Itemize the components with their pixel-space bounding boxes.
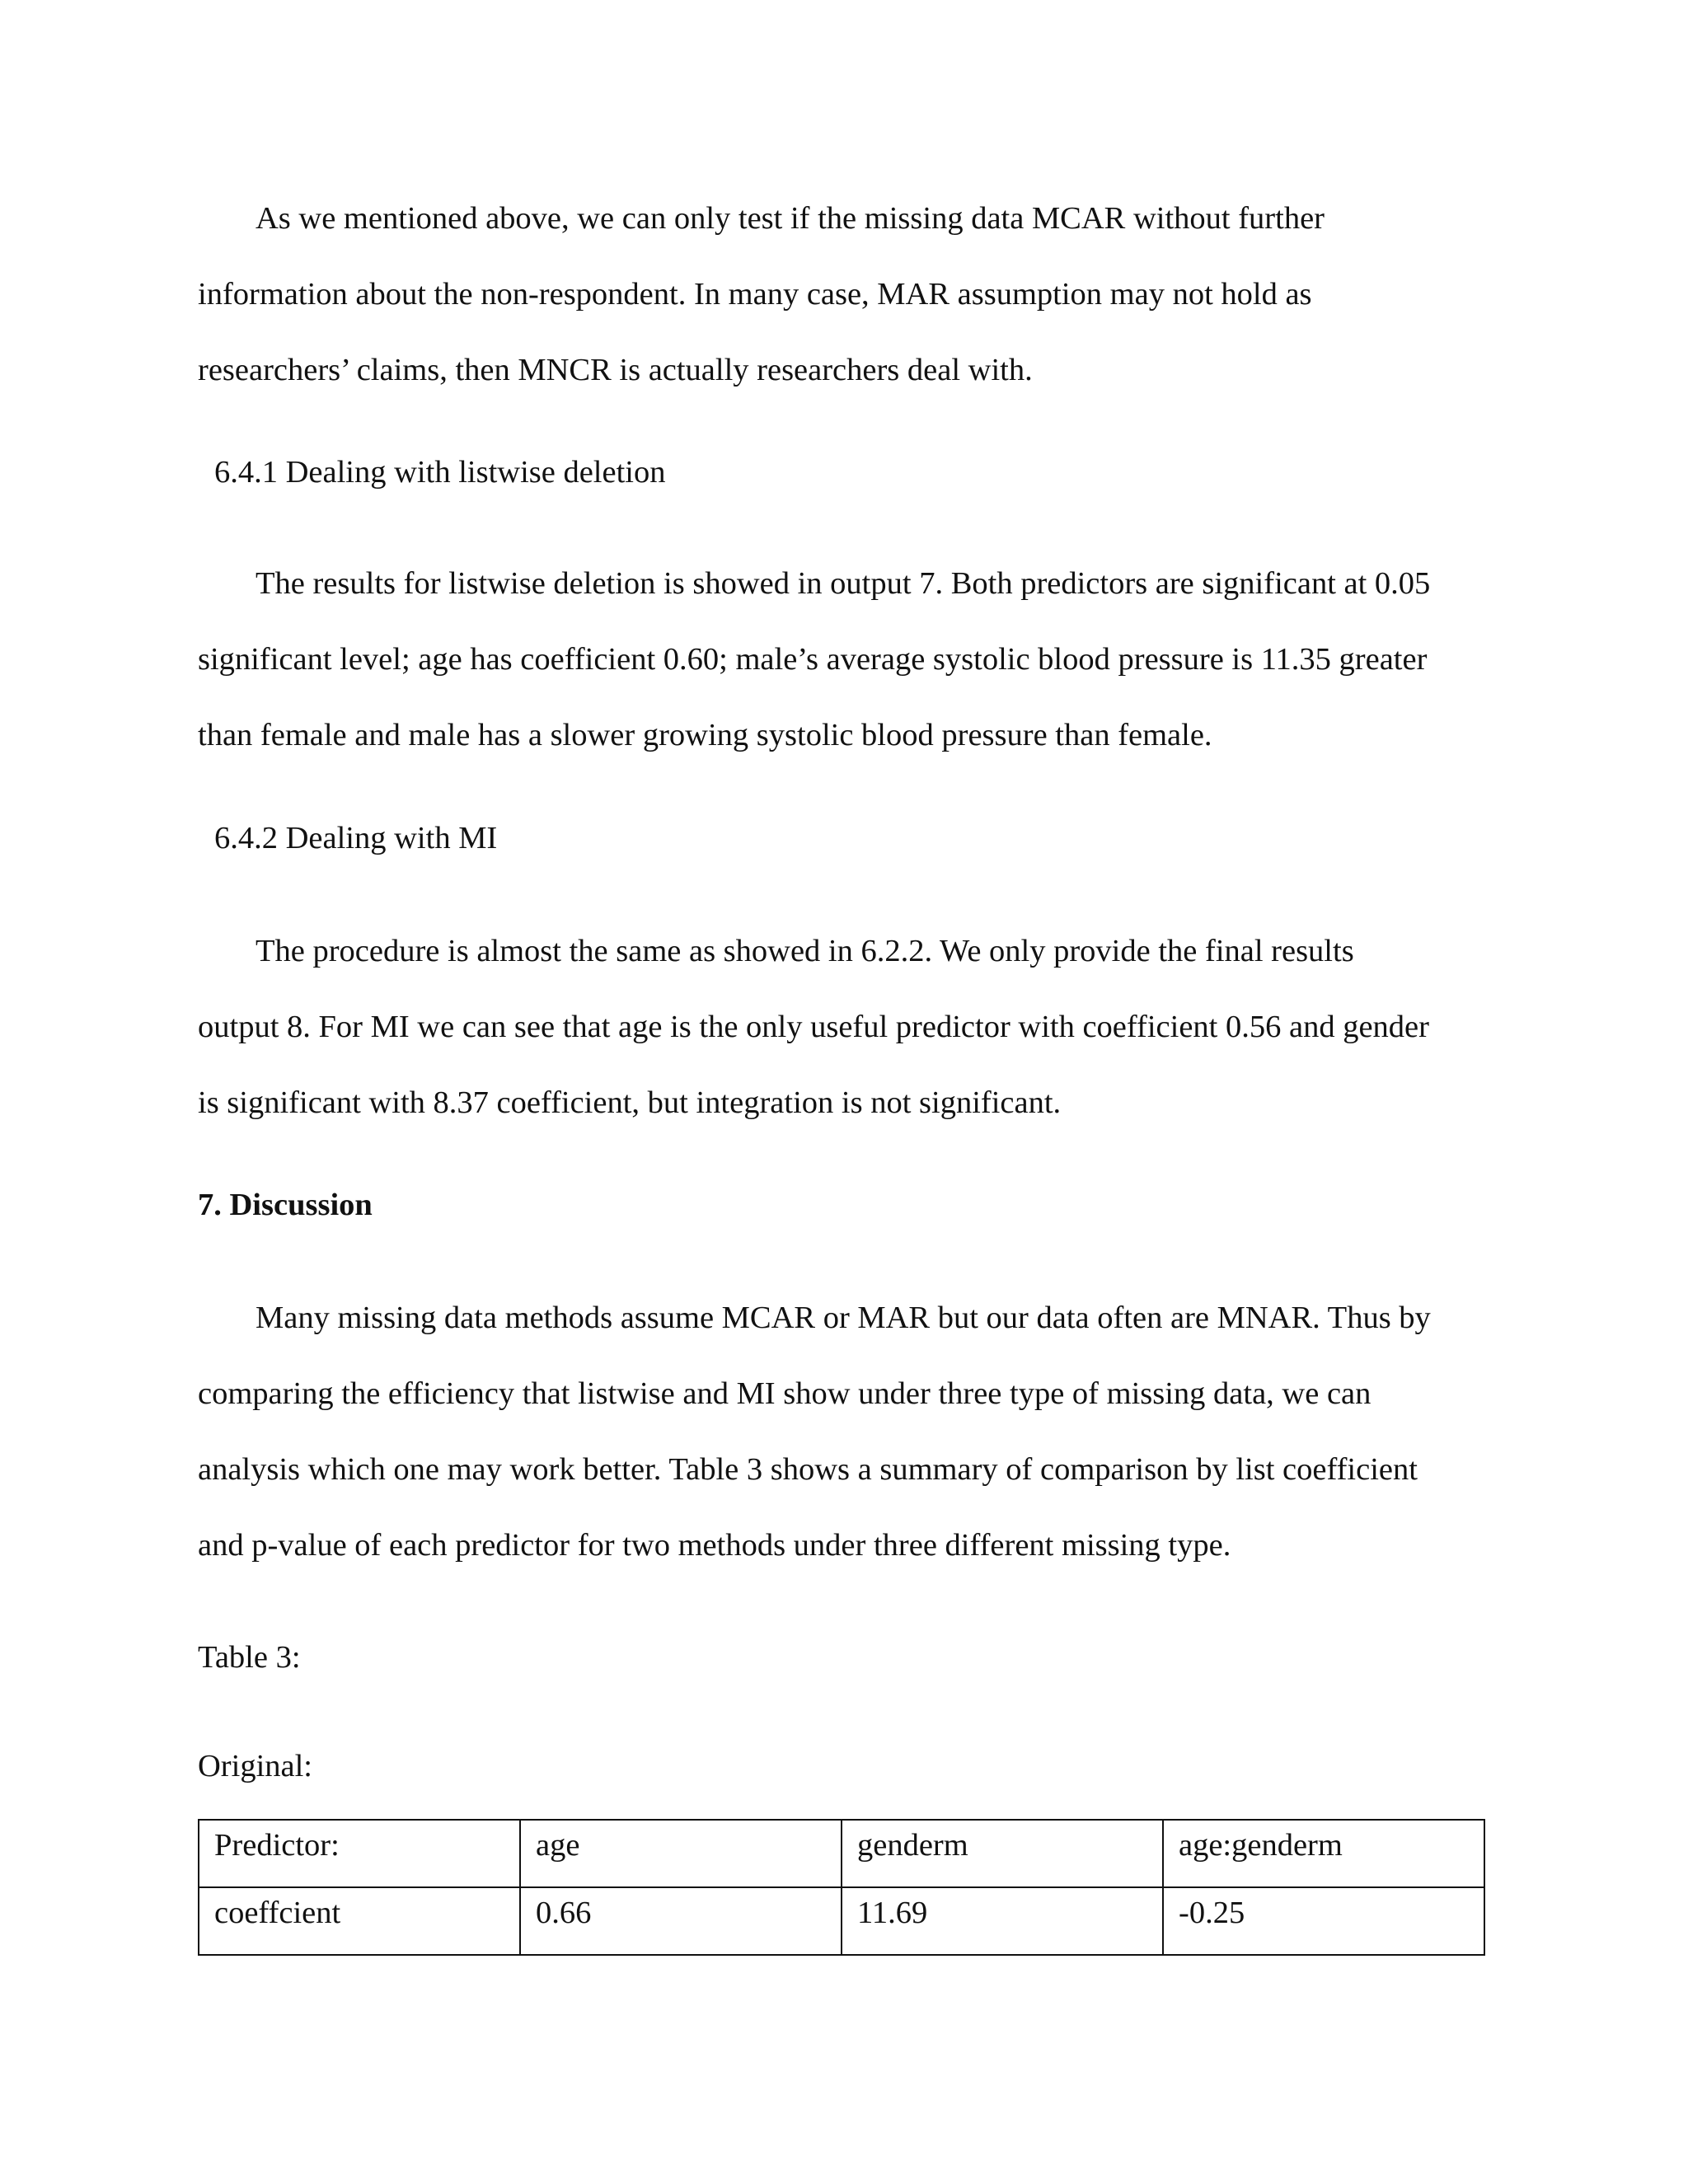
paragraph-line: than female and male has a slower growing systolic blood pressure than female. [198,718,1212,752]
table-label: Table 3: [198,1640,301,1675]
original-label: Original: [198,1749,312,1783]
table-row [199,1887,1484,1955]
section-heading-6-4-1: 6.4.1 Dealing with listwise deletion [214,455,666,490]
table-cell: age [520,1820,842,1887]
paragraph-line: and p-value of each predictor for two methods under three different missing type. [198,1528,1231,1563]
table-cell: age:genderm [1163,1820,1484,1887]
paragraph-line: As we mentioned above, we can only test if the missing data MCAR without further [256,201,1325,236]
paragraph-line: researchers’ claims, then MNCR is actually researchers deal with. [198,353,1033,387]
paragraph-line: significant level; age has coefficient 0.60; male’s average systolic blood pressure is 11.35 greater [198,642,1428,677]
section-heading-6-4-2: 6.4.2 Dealing with MI [214,821,498,855]
paragraph-listwise-results [198,546,1500,773]
section-heading-discussion: 7. Discussion [198,1188,373,1222]
paragraph-line: The procedure is almost the same as showed in 6.2.2. We only provide the final results [256,934,1354,968]
paragraph-line: output 8. For MI we can see that age is the only useful predictor with coefficient 0.56 and gender [198,1010,1429,1044]
paragraph-line: is significant with 8.37 coefficient, but integration is not significant. [198,1085,1062,1120]
paragraph-missing-data-intro [198,180,1500,408]
paragraph-line: The results for listwise deletion is showed in output 7. Both predictors are significant at 0.05 [256,566,1431,601]
paragraph-mi-results [198,913,1500,1141]
table-row [199,1820,1484,1887]
table-cell: 0.66 [520,1887,842,1955]
table-cell: -0.25 [1163,1887,1484,1955]
paragraph-line: information about the non-respondent. In many case, MAR assumption may not hold as [198,277,1312,312]
paragraph-line: Many missing data methods assume MCAR or MAR but our data often are MNAR. Thus by [256,1301,1431,1335]
paragraph-line: comparing the efficiency that listwise and MI show under three type of missing data, we can [198,1376,1372,1411]
table-cell: coeffcient [199,1887,520,1955]
paragraph-line: analysis which one may work better. Table 3 shows a summary of comparison by list coefficient [198,1452,1418,1487]
table-cell: Predictor: [199,1820,520,1887]
comparison-table [198,1819,1485,1956]
table-cell: 11.69 [842,1887,1163,1955]
table-cell: genderm [842,1820,1163,1887]
paragraph-discussion [198,1280,1500,1583]
